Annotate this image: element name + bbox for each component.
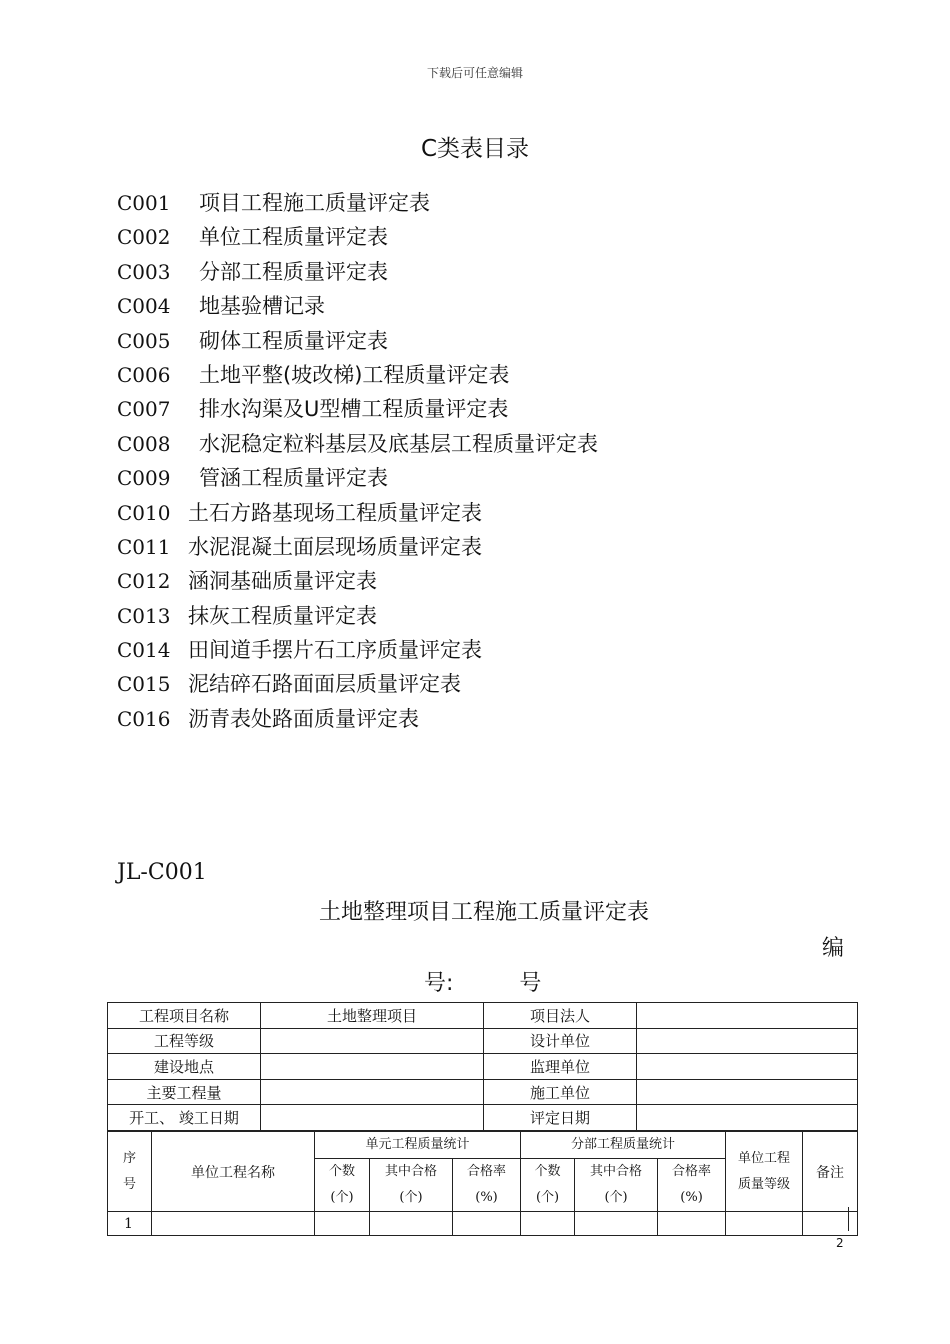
- table-cell[interactable]: [658, 1212, 726, 1236]
- toc-item-title: 土地平整(坡改梯)工程质量评定表: [199, 362, 510, 387]
- toc-item-title: 田间道手摆片石工序质量评定表: [188, 638, 482, 663]
- toc-item: [117, 564, 598, 598]
- serial-suffix-hao: 号: [519, 971, 542, 996]
- info-label: 建设地点: [108, 1054, 261, 1080]
- form-title: 土地整理项目工程施工质量评定表: [318, 900, 649, 925]
- info-value[interactable]: [637, 1079, 858, 1105]
- info-label: 开工、 竣工日期: [108, 1105, 261, 1131]
- toc-item: [117, 702, 598, 736]
- info-value[interactable]: [261, 1105, 484, 1131]
- table-row: [108, 1028, 858, 1054]
- count-header: 个数 (个): [315, 1159, 370, 1212]
- pass-rate-header: 合格率 (%): [453, 1159, 521, 1212]
- toc-item-title: 砌体工程质量评定表: [199, 328, 388, 353]
- info-value[interactable]: [261, 1028, 484, 1054]
- toc-item-code: C011: [117, 534, 171, 559]
- table-cell[interactable]: [575, 1212, 658, 1236]
- toc-item-code: C002: [117, 225, 171, 250]
- quality-stats-table: [107, 1131, 858, 1236]
- toc-item-title: 分部工程质量评定表: [199, 259, 388, 284]
- toc-item: [117, 427, 598, 461]
- toc-item-title: 单位工程质量评定表: [199, 225, 388, 250]
- info-label: 设计单位: [484, 1028, 637, 1054]
- toc-item-code: C013: [117, 603, 171, 628]
- table-row: [108, 1212, 858, 1236]
- qualified-header: 其中合格 (个): [575, 1159, 658, 1212]
- table-cell[interactable]: [726, 1212, 803, 1236]
- toc-item-code: C012: [117, 569, 171, 594]
- form-code: JL-C001: [117, 860, 207, 885]
- table-edge-line: [848, 1207, 857, 1231]
- toc-item: [117, 220, 598, 254]
- table-cell[interactable]: [152, 1212, 315, 1236]
- info-label: 项目法人: [484, 1003, 637, 1029]
- toc-item-title: 地基验槽记录: [199, 294, 325, 319]
- toc-item: [117, 186, 598, 220]
- info-label: 工程等级: [108, 1028, 261, 1054]
- page-number: 2: [836, 1236, 844, 1250]
- toc-item-code: C006: [117, 362, 171, 387]
- toc-item: [117, 255, 598, 289]
- toc-item-code: C010: [117, 500, 171, 525]
- toc-item: [117, 324, 598, 358]
- toc-item-code: C007: [117, 397, 171, 422]
- info-value[interactable]: [637, 1003, 858, 1029]
- toc-item: [117, 358, 598, 392]
- toc-item: [117, 667, 598, 701]
- toc-item-title: 泥结碎石路面面层质量评定表: [188, 672, 461, 697]
- toc-item-title: 抹灰工程质量评定表: [188, 603, 377, 628]
- division-stats-group-header: 分部工程质量统计: [521, 1132, 726, 1159]
- info-value[interactable]: [637, 1028, 858, 1054]
- toc-item: [117, 599, 598, 633]
- toc-item-code: C015: [117, 672, 171, 697]
- pass-rate-header: 合格率 (%): [658, 1159, 726, 1212]
- count-header: 个数 (个): [521, 1159, 575, 1212]
- table-cell[interactable]: [315, 1212, 370, 1236]
- info-value[interactable]: [637, 1105, 858, 1131]
- project-info-table: [107, 1002, 858, 1131]
- table-row: [108, 1054, 858, 1080]
- toc-item-title: 涵洞基础质量评定表: [188, 569, 377, 594]
- qualified-header: 其中合格 (个): [370, 1159, 453, 1212]
- table-row: [108, 1079, 858, 1105]
- toc-item-title: 土石方路基现场工程质量评定表: [188, 500, 482, 525]
- toc-item-code: C003: [117, 259, 171, 284]
- unit-stats-group-header: 单元工程质量统计: [315, 1132, 521, 1159]
- toc-item-code: C009: [117, 466, 171, 491]
- toc-item: [117, 289, 598, 323]
- toc-item-title: 沥青表处路面质量评定表: [188, 706, 419, 731]
- toc-item-title: 管涵工程质量评定表: [199, 466, 388, 491]
- remark-header: 备注: [803, 1132, 858, 1212]
- toc-item: [117, 461, 598, 495]
- seq-header: 序 号: [108, 1132, 152, 1212]
- toc-item: [117, 496, 598, 530]
- table-cell[interactable]: [370, 1212, 453, 1236]
- table-row: [108, 1105, 858, 1131]
- info-label: 工程项目名称: [108, 1003, 261, 1029]
- info-label: 施工单位: [484, 1079, 637, 1105]
- table-header-row: [108, 1132, 858, 1159]
- page-header: 下载后可任意编辑: [426, 66, 523, 80]
- toc-item-title: 排水沟渠及U型槽工程质量评定表: [199, 397, 509, 422]
- toc-list: [117, 186, 598, 736]
- toc-item-code: C001: [117, 191, 171, 215]
- toc-item-title: 项目工程施工质量评定表: [199, 191, 430, 215]
- toc-title: C类表目录: [420, 136, 530, 162]
- info-value[interactable]: 土地整理项目: [261, 1003, 484, 1029]
- info-label: 主要工程量: [108, 1079, 261, 1105]
- info-value[interactable]: [261, 1079, 484, 1105]
- toc-item: [117, 633, 598, 667]
- info-label: 评定日期: [484, 1105, 637, 1131]
- unit-name-header: 单位工程名称: [152, 1132, 315, 1212]
- info-value[interactable]: [637, 1054, 858, 1080]
- toc-item-code: C004: [117, 294, 171, 319]
- toc-item-code: C016: [117, 706, 171, 731]
- info-label: 监理单位: [484, 1054, 637, 1080]
- seq-cell: 1: [108, 1212, 152, 1236]
- table-cell[interactable]: [521, 1212, 575, 1236]
- toc-item-code: C008: [117, 431, 171, 456]
- serial-label-bian: 编: [822, 936, 845, 961]
- serial-number-line: [424, 966, 541, 997]
- table-cell[interactable]: [453, 1212, 521, 1236]
- serial-label-hao: 号:: [424, 971, 454, 996]
- info-value[interactable]: [261, 1054, 484, 1080]
- toc-item-code: C005: [117, 328, 171, 353]
- table-row: [108, 1003, 858, 1029]
- toc-item-title: 水泥稳定粒料基层及底基层工程质量评定表: [199, 431, 598, 456]
- toc-item: [117, 392, 598, 426]
- toc-item: [117, 530, 598, 564]
- toc-item-code: C014: [117, 638, 171, 663]
- toc-item-title: 水泥混凝土面层现场质量评定表: [188, 534, 482, 559]
- unit-quality-grade-header: 单位工程 质量等级: [726, 1132, 803, 1212]
